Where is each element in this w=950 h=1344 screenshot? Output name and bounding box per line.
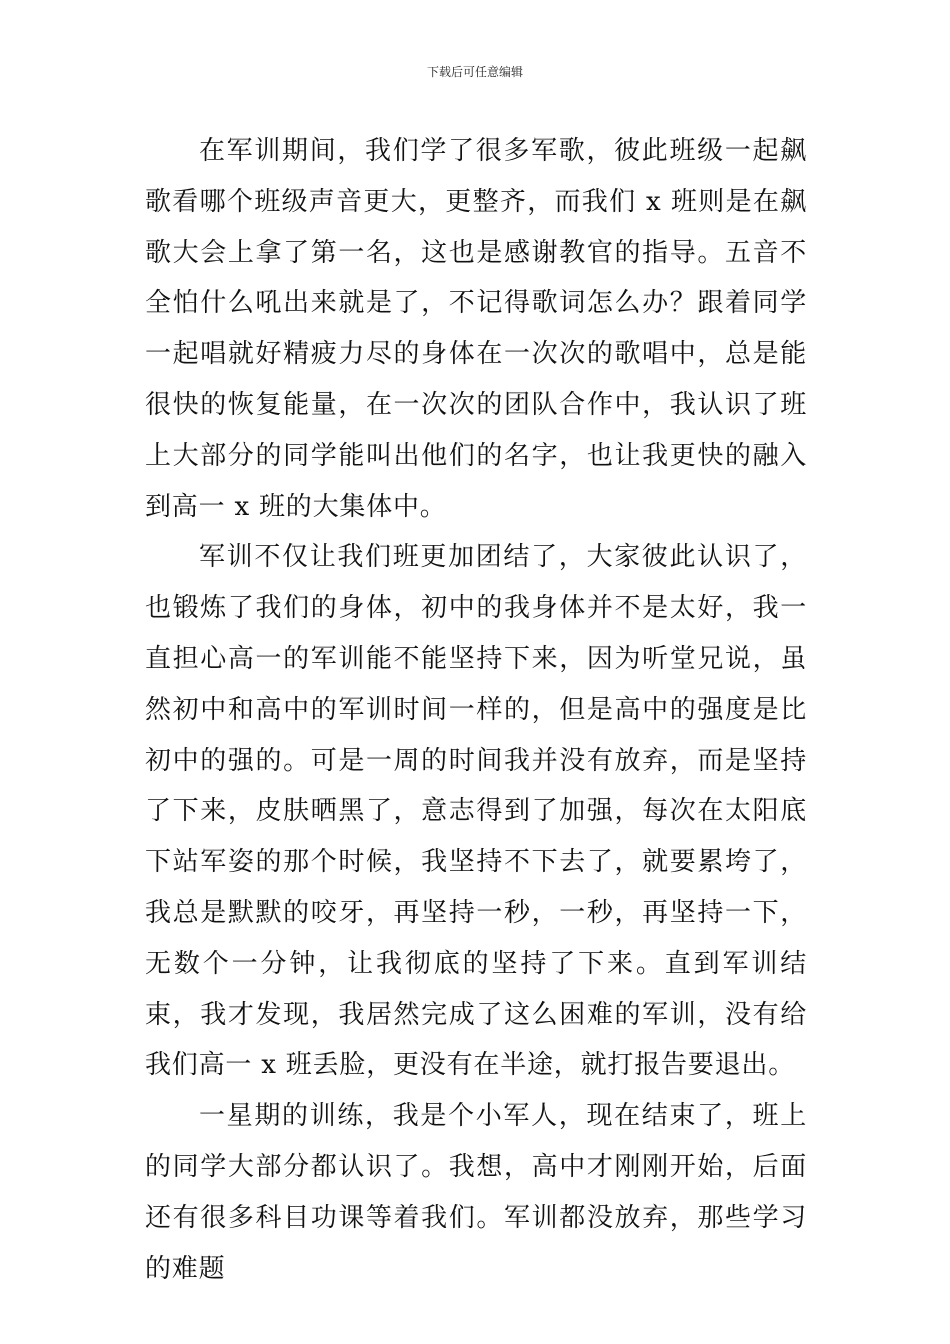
paragraph-1: 在军训期间，我们学了很多军歌，彼此班级一起飙歌看哪个班级声音更大，更整齐，而我们 x 班则是在飙歌大会上拿了第一名，这也是感谢教官的指导。五音不全怕什么吼出来就是了，不记得歌词怎么办？跟着同学一起唱就好精疲力尽的身体在一次次的歌唱中，总是能很快的恢复能量，在一次次的团队合作中，我认识了班上大部分的同学能叫出他们的名字，也让我更快的融入到高一 x 班的大集体中。 (145, 136, 807, 522)
paragraph-2: 军训不仅让我们班更加团结了，大家彼此认识了，也锻炼了我们的身体，初中的我身体并不是太好，我一直担心高一的军训能不能坚持下来，因为听堂兄说，虽然初中和高中的军训时间一样的，但是高中的强度是比初中的强的。可是一周的时间我并没有放弃，而是坚持了下来，皮肤晒黑了，意志得到了加强，每次在太阳底下站军姿的那个时候，我坚持不下去了，就要累垮了，我总是默默的咬牙，再坚持一秒，一秒，再坚持一下，无数个一分钟，让我彻底的坚持了下来。直到军训结束，我才发现，我居然完成了这么困难的军训，没有给我们高一 x 班丢脸，更没有在半途，就打报告要退出。 (145, 542, 807, 1081)
paragraph-3: 一星期的训练，我是个小军人，现在结束了，班上的同学大部分都认识了。我想，高中才刚刚开始，后面还有很多科目功课等着我们。军训都没放弃，那些学习的难题 (145, 1101, 807, 1284)
document-body (145, 126, 807, 1294)
page-header: 下载后可任意编辑 (426, 65, 523, 79)
